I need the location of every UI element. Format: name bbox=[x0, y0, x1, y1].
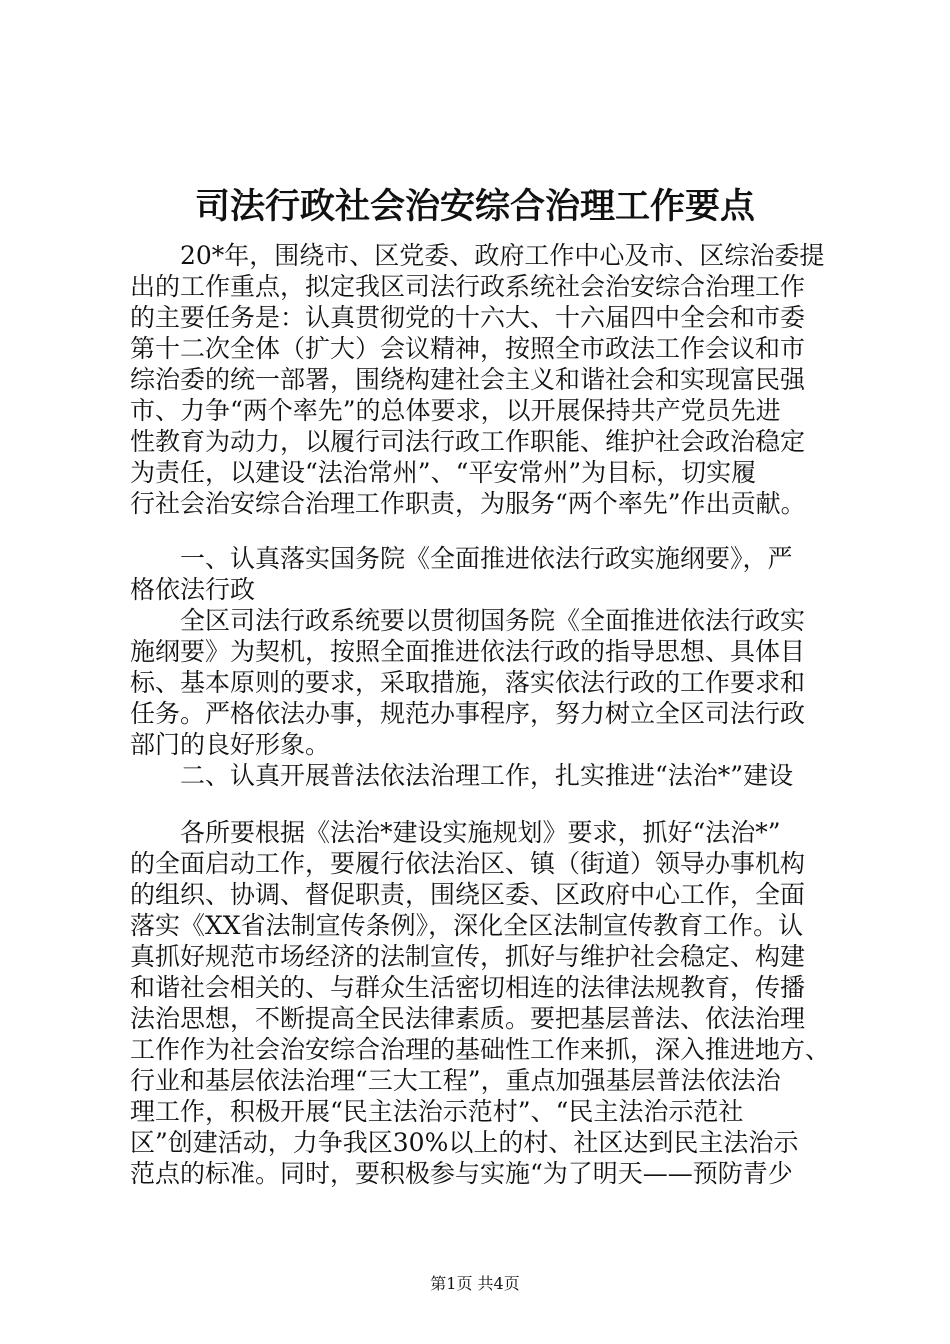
body-line: 为责任，以建设“法治常州”、“平安常州”为目标，切实履 bbox=[130, 458, 757, 487]
body-line: 理工作，积极开展“民主法治示范村”、“民主法治示范社 bbox=[130, 1097, 744, 1126]
body-line: 标、基本原则的要求，采取措施，落实依法行政的工作要求和 bbox=[130, 668, 806, 697]
section-heading-line: 一、认真落实国务院《全面推进依法行政实施纲要》，严 bbox=[130, 544, 793, 573]
body-line: 落实《XX省法制宣传条例》，深化全区法制宣传教育工作。认 bbox=[130, 911, 804, 940]
body-line: 的组织、协调、督促职责，围绕区委、区政府中心工作，全面 bbox=[130, 880, 806, 909]
body-line: 各所要根据《法治*建设实施规划》要求，抓好“法治*” bbox=[130, 818, 781, 847]
body-line: 第十二次全体（扩大）会议精神，按照全市政法工作会议和市 bbox=[130, 334, 806, 363]
body-line: 范点的标准。同时，要积极参与实施“为了明天——预防青少 bbox=[130, 1159, 793, 1188]
section-heading-line: 二、认真开展普法依法治理工作，扎实推进“法治*”建设 bbox=[130, 761, 794, 790]
body-line: 行社会治安综合治理工作职责，为服务“两个率先”作出贡献。 bbox=[130, 489, 806, 518]
body-line: 行业和基层依法治理“三大工程”，重点加强基层普法依法治 bbox=[130, 1066, 781, 1095]
body-line: 真抓好规范市场经济的法制宣传，抓好与维护社会稳定、构建 bbox=[130, 942, 806, 971]
body-line: 和谐社会相关的、与群众生活密切相连的法律法规教育，传播 bbox=[130, 973, 806, 1002]
body-line: 部门的良好形象。 bbox=[130, 730, 331, 759]
body-line: 综治委的统一部署，围绕构建社会主义和谐社会和实现富民强 bbox=[130, 365, 806, 394]
body-line: 施纲要》为契机，按照全面推进依法行政的指导思想、具体目 bbox=[130, 637, 806, 666]
document-title: 司法行政社会治安综合治理工作要点 bbox=[194, 186, 755, 227]
body-line: 全区司法行政系统要以贯彻国务院《全面推进依法行政实 bbox=[130, 606, 806, 635]
body-line: 法治思想，不断提高全民法律素质。要把基层普法、依法治理 bbox=[130, 1004, 806, 1033]
body-line: 出的工作重点，拟定我区司法行政系统社会治安综合治理工作 bbox=[130, 272, 806, 301]
body-line: 工作作为社会治安综合治理的基础性工作来抓，深入推进地方、 bbox=[130, 1035, 831, 1064]
body-line: 任务。严格依法办事，规范办事程序，努力树立全区司法行政 bbox=[130, 699, 806, 728]
page-number-footer: 第1页 共4页 bbox=[430, 1274, 520, 1293]
body-line: 的全面启动工作，要履行依法治区、镇（街道）领导办事机构 bbox=[130, 849, 806, 878]
body-line: 区”创建活动，力争我区30%以上的村、社区达到民主法治示 bbox=[130, 1128, 799, 1157]
section-heading-line: 格依法行政 bbox=[130, 575, 256, 604]
body-line: 市、力争“两个率先”的总体要求，以开展保持共产党员先进 bbox=[130, 396, 781, 425]
body-line: 性教育为动力，以履行司法行政工作职能、维护社会政治稳定 bbox=[130, 427, 806, 456]
body-line: 20*年，围绕市、区党委、政府工作中心及市、区综治委提 bbox=[130, 241, 825, 270]
body-line: 的主要任务是：认真贯彻党的十六大、十六届四中全会和市委 bbox=[130, 303, 806, 332]
